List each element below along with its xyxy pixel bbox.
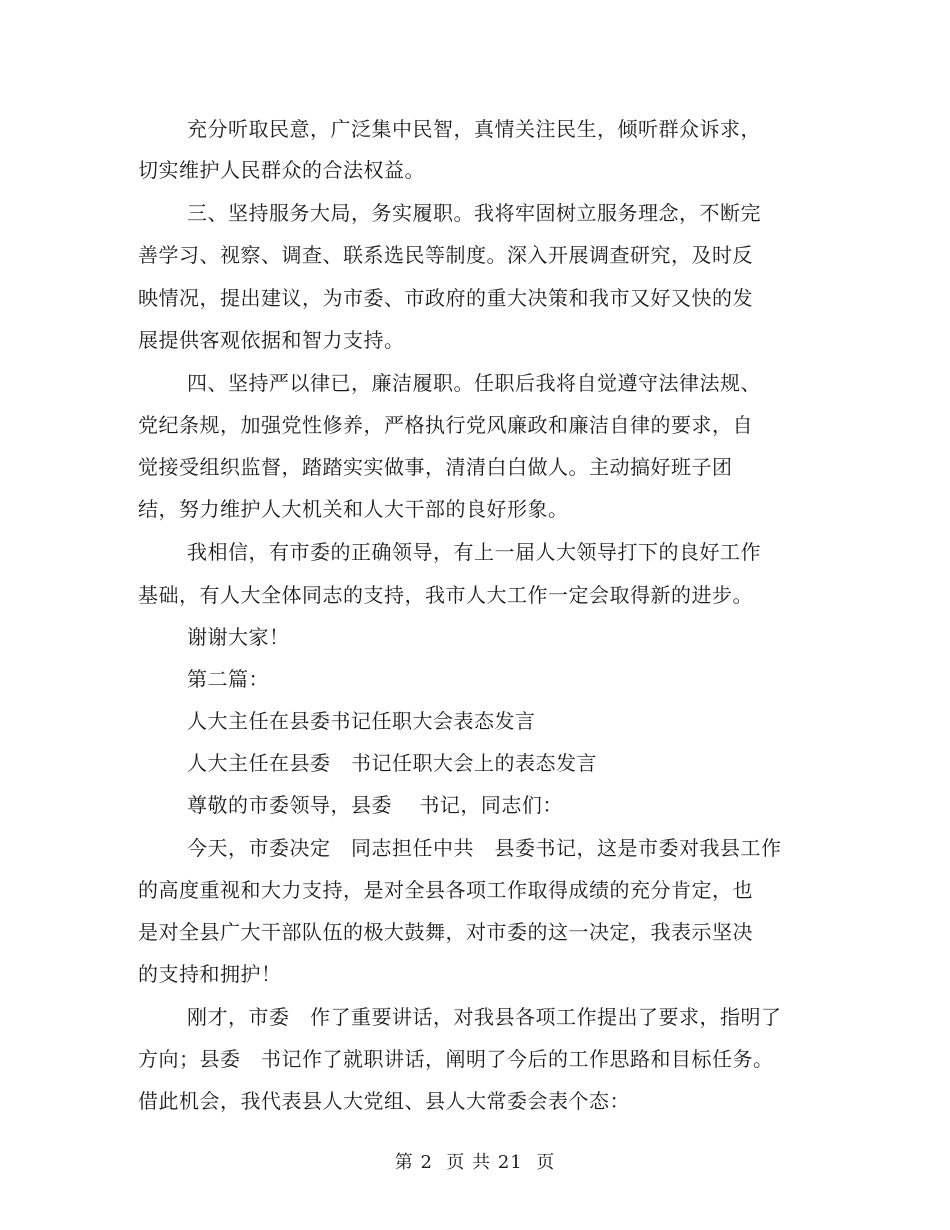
text-line: 展提供客观依据和智力支持。 (138, 328, 405, 352)
text-line: 善学习、视察、调查、联系选民等制度。深入开展调查研究，及时反 (138, 243, 753, 267)
page-number-footer: 第 2 页 共 21 页 (394, 1152, 556, 1173)
text-line: 觉接受组织监督，踏踏实实做事，清清白白做人。主动搞好班子团 (138, 455, 733, 479)
text-line: 今天，市委决定 同志担任中共 县委书记，这是市委对我县工作 (187, 836, 782, 860)
text-line: 的高度重视和大力支持，是对全县各项工作取得成绩的充分肯定，也 (138, 878, 753, 902)
text-line: 映情况，提出建议，为市委、市政府的重大决策和我市又好又快的发 (138, 286, 753, 310)
text-line: 方向；县委 书记作了就职讲话，阐明了今后的工作思路和目标任务。 (138, 1047, 774, 1071)
text-line: 党纪条规，加强党性修养，严格执行党风廉政和廉洁自律的要求，自 (138, 413, 753, 437)
text-line: 是对全县广大干部队伍的极大鼓舞，对市委的这一决定，我表示坚决 (138, 920, 753, 944)
text-line: 的支持和拥护！ (138, 962, 282, 986)
article-subtitle: 人大主任在县委 书记任职大会上的表态发言 (187, 751, 597, 775)
section-heading: 第二篇： (187, 667, 269, 691)
text-line: 充分听取民意，广泛集中民智，真情关注民生，倾听群众诉求， (187, 117, 761, 141)
text-line: 谢谢大家！ (187, 625, 290, 649)
text-line: 结，努力维护人大机关和人大干部的良好形象。 (138, 497, 569, 521)
salutation: 尊敬的市委领导，县委 书记，同志们： (187, 793, 563, 817)
text-line: 我相信，有市委的正确领导，有上一届人大领导打下的良好工作 (187, 540, 761, 564)
text-line: 基础，有人大全体同志的支持，我市人大工作一定会取得新的进步。 (138, 583, 753, 607)
text-line: 四、坚持严以律已，廉洁履职。任职后我将自觉遵守法律法规、 (187, 371, 761, 395)
article-title: 人大主任在县委书记任职大会表态发言 (187, 709, 536, 733)
text-line: 切实维护人民群众的合法权益。 (138, 158, 425, 182)
text-line: 刚才，市委 作了重要讲话，对我县各项工作提出了要求，指明了 (187, 1005, 782, 1029)
text-line: 三、坚持服务大局，务实履职。我将牢固树立服务理念，不断完 (187, 201, 761, 225)
text-line: 借此机会，我代表县人大党组、县人大常委会表个态： (138, 1089, 630, 1113)
